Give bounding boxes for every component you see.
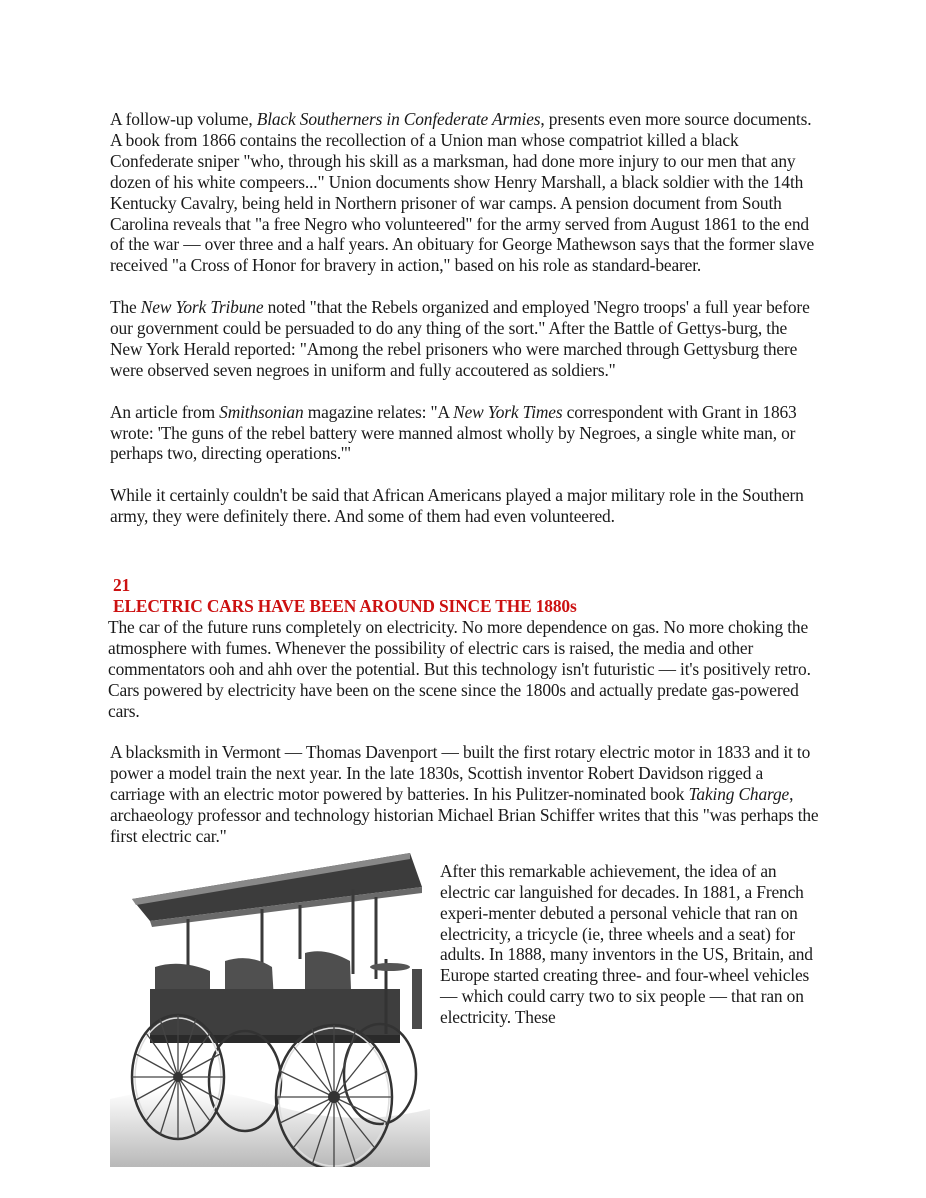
- electric-carriage-image: [110, 849, 430, 1167]
- document-page: [110, 109, 822, 1179]
- text-run: , archaeology professor and technology historian Michael Brian Schiffer writes that this "was perhaps the first electric car.": [110, 784, 819, 846]
- section-number: 21: [113, 575, 131, 596]
- paragraph: [108, 617, 822, 722]
- text-run: A follow-up volume,: [110, 109, 257, 129]
- text-run: correspondent with Grant in 1863 wrote: 'The guns of the rebel battery were manned almost wholly by Negroes, a single white man, or perhaps two, directing operations.'": [110, 401, 797, 464]
- paragraph-gap: [110, 464, 822, 485]
- paragraph: [110, 297, 822, 381]
- text-run: A blacksmith in Vermont — Thomas Davenport — built the first rotary electric motor in 1833 and it to power a model train the next year. In the late 1830s, Scottish inventor Robert Davidson rigged a carriage with an electric motor powered by batteries. In his Pulitzer-nominated book: [110, 742, 811, 805]
- publication-italic: Smithsonian: [219, 401, 304, 422]
- publication-italic: New York Tribune: [140, 297, 264, 318]
- publication-italic: New York Times: [453, 401, 563, 422]
- paragraph: [110, 742, 822, 847]
- section-gap: [110, 527, 822, 575]
- text-run: magazine relates: "A: [303, 401, 454, 422]
- paragraph-gap: [110, 721, 822, 742]
- text-run: noted "that the Rebels organized and employed 'Negro troops' a full year before our government could be persuaded to do any thing of the sort." After the Battle of Gettys-burg, the New York Herald reported: "Among the rebel prisoners who were marched through Gettysburg there were observed seven negroes in uniform and fully accoutered as soldiers.": [110, 297, 810, 380]
- book-title-italic: Taking Charge: [688, 784, 790, 805]
- text-run: The: [110, 297, 141, 318]
- paragraph-gap: [110, 276, 822, 297]
- text-run: An article from: [110, 401, 220, 422]
- paragraph: [110, 485, 822, 527]
- paragraph: [110, 109, 822, 276]
- section-title: ELECTRIC CARS HAVE BEEN AROUND SINCE THE 1880s: [113, 595, 577, 616]
- book-title-italic: Black Southerners in Confederate Armies: [256, 109, 541, 129]
- side-paragraph: After this remarkable achievement, the idea of an electric car languished for decades. In 1881, a French experi-menter debuted a personal vehicle that ran on electricity, a tricycle (ie, three wheels and a seat) for adults. In 1888, many inventors in the US, Britain, and Europe started creating three- and four-wheel vehicles — which could carry two to six people — that ran on electricity. These: [440, 860, 813, 1028]
- text-run: , presents even more source documents. A book from 1866 contains the recollection of a Union man whose compatriot killed a black Confederate sniper "who, through his skill as a marksman, had done more injury to our men that any dozen of his white compeers..." Union documents show Henry Marshall, a black soldier with the 14th Kentucky Cavalry, being held in Northern prisoner of war camps. A pension document from South Carolina reveals that "a free Negro who volunteered" for the army served from August 1861 to the end of the war — over three and a half years. An obituary for George Mathewson says that the former slave received "a Cross of Honor for bravery in action," based on his role as standard-bearer.: [110, 109, 815, 276]
- paragraph-gap: [110, 381, 822, 402]
- paragraph: [110, 402, 822, 465]
- image-text-wrap: [110, 849, 822, 1179]
- text-run: The car of the future runs completely on electricity. No more dependence on gas. No more choking the atmosphere with fumes. Whenever the possibility of electric cars is raised, the media and other commentators ooh and ahh over the potential. But this technology isn't futuristic — it's positively retro. Cars powered by electricity have been on the scene since the 1800s and actually predate gas-powered cars.: [108, 616, 811, 721]
- text-run: While it certainly couldn't be said that African Americans played a major military role in the Southern army, they were definitely there. And some of them had even volunteered.: [110, 485, 804, 527]
